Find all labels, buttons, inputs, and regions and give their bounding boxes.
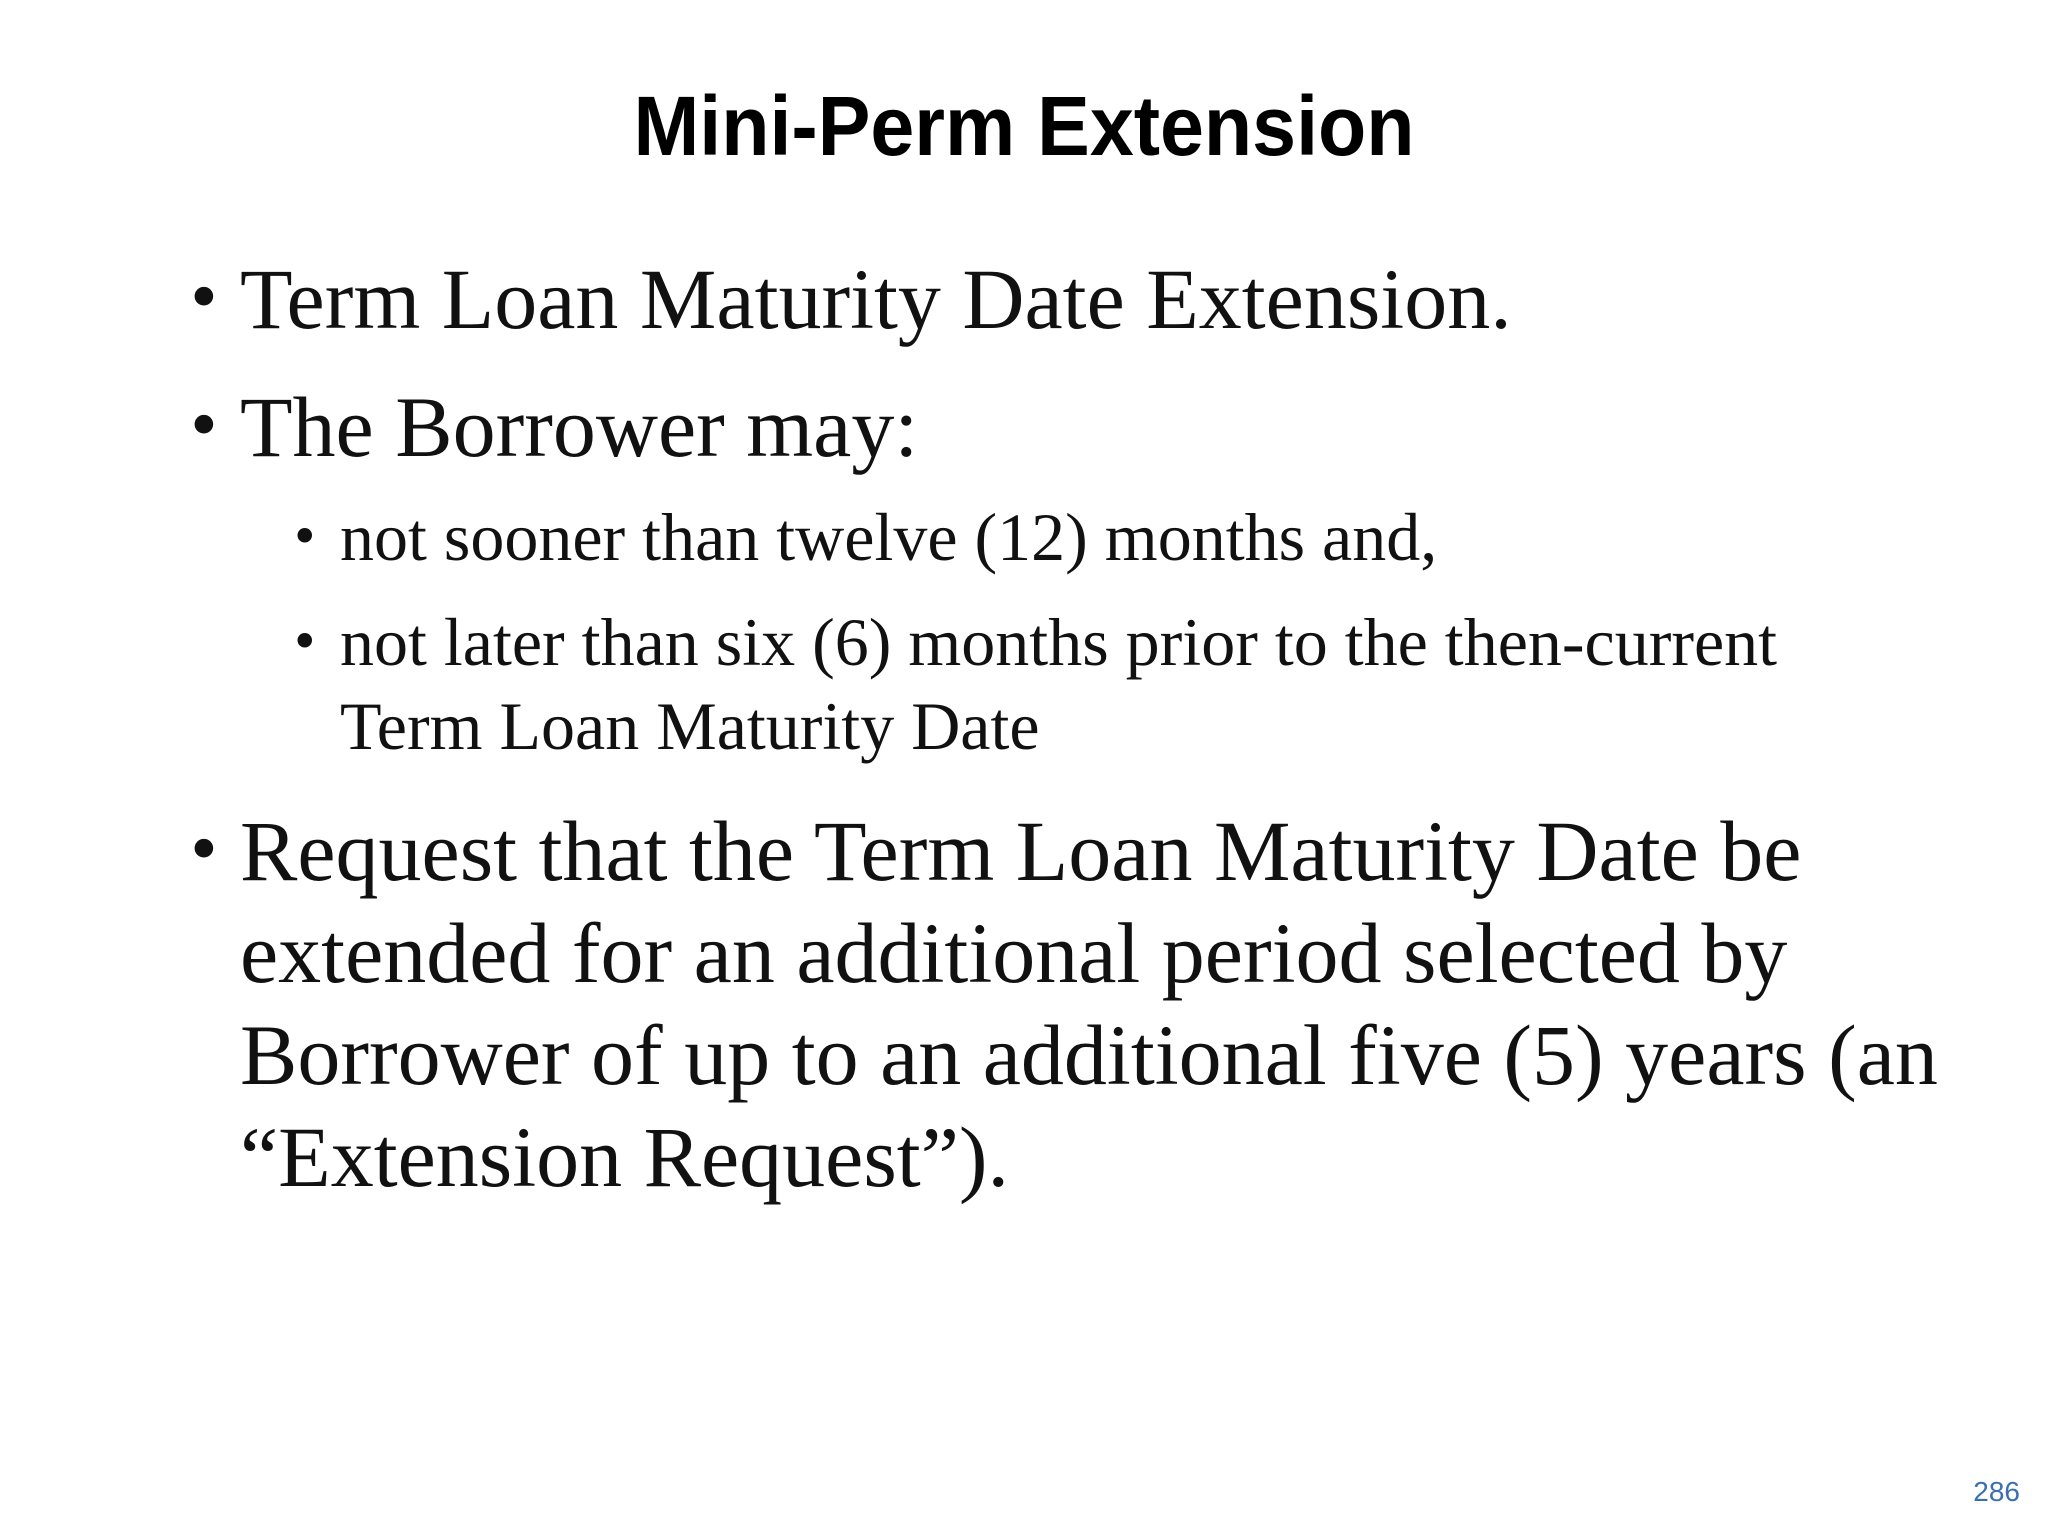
bullet-dot-icon: •: [185, 814, 223, 888]
page-number: 286: [1973, 1476, 2020, 1507]
bullet-text: Request that the Term Loan Maturity Date be extended for an additional period selected by Borrower of up to an additional five (5) years (an “Extension Request”).: [240, 803, 1938, 1205]
bullet-text: The Borrower may:: [240, 379, 919, 475]
bullet-text: Term Loan Maturity Date Extension.: [240, 251, 1512, 347]
sub-bullet-item: [290, 600, 1930, 768]
bullet-item: [185, 248, 1945, 350]
sub-bullet-item: [290, 495, 1930, 579]
bullet-item: [185, 376, 1945, 478]
slide-title: Mini-Perm Extension: [633, 79, 1415, 173]
bullet-dot-icon: •: [185, 390, 223, 464]
bullet-item: [185, 800, 1945, 1208]
bullet-dot-icon: •: [185, 262, 223, 336]
bullet-dot-icon: •: [290, 613, 320, 671]
sub-bullet-text: not sooner than twelve (12) months and,: [340, 499, 1438, 575]
bullet-dot-icon: •: [290, 508, 320, 566]
sub-bullet-text: not later than six (6) months prior to the then-current Term Loan Maturity Date: [340, 604, 1778, 764]
